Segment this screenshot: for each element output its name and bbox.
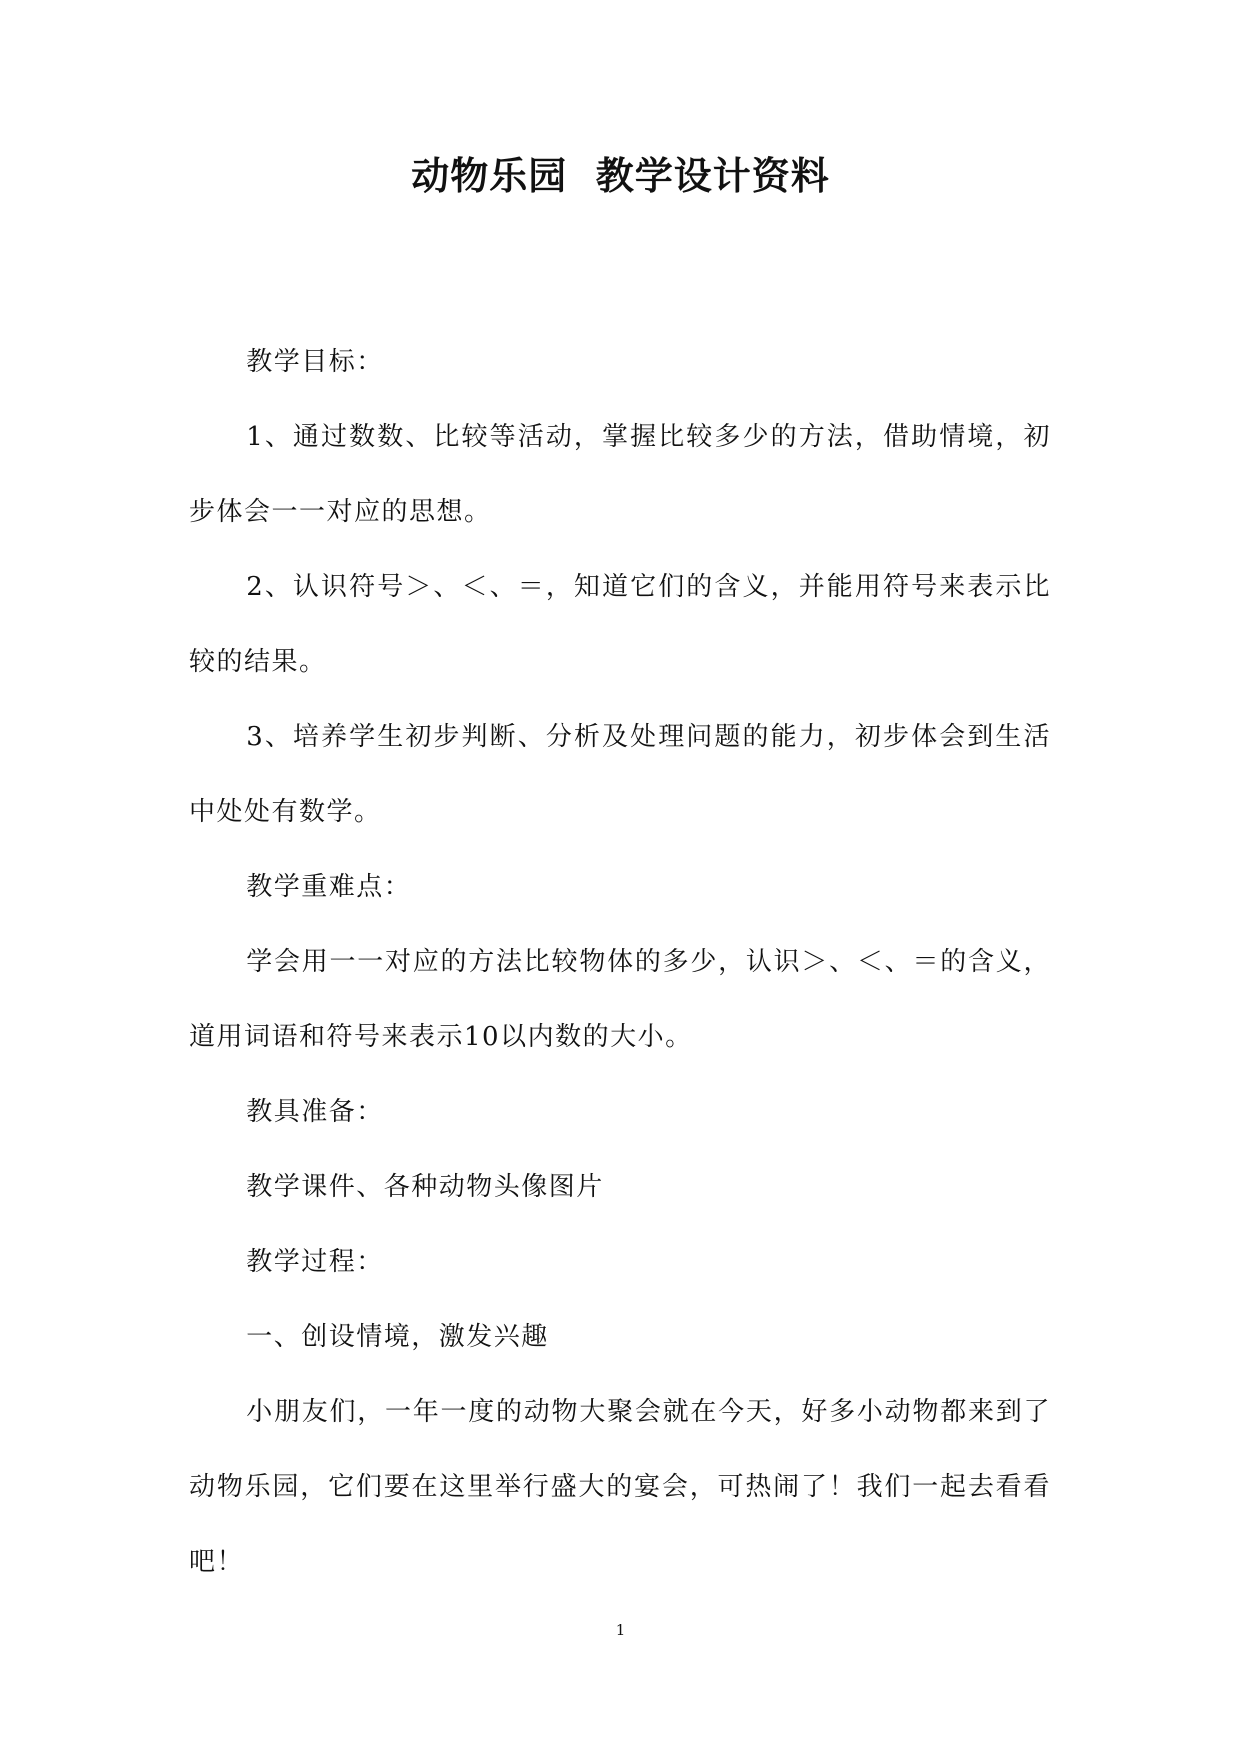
- document-body: [189, 325, 1051, 1600]
- paragraph-objective-2: 2、认识符号＞、＜、＝，知道它们的含义，并能用符号来表示比较的结果。: [189, 572, 1051, 677]
- paragraph-objective-1: 1、通过数数、比较等活动，掌握比较多少的方法，借助情境，初步体会一一对应的思想。: [189, 422, 1051, 527]
- page-number: 1: [615, 1621, 626, 1639]
- paragraph-objectives-heading: 教学目标：: [246, 347, 384, 377]
- document-title: 动物乐园 教学设计资料: [411, 153, 830, 198]
- paragraph-objective-3: 3、培养学生初步判断、分析及处理问题的能力，初步体会到生活中处处有数学。: [189, 722, 1051, 827]
- paragraph-process-heading: 教学过程：: [246, 1247, 384, 1277]
- paragraph-key-points-heading: 教学重难点：: [246, 872, 412, 902]
- paragraph-materials: 教学课件、各种动物头像图片: [246, 1172, 604, 1202]
- paragraph-section-1-text: 小朋友们，一年一度的动物大聚会就在今天，好多小动物都来到了动物乐园，它们要在这里举行盛大的宴会，可热闹了！我们一起去看看吧！: [189, 1397, 1051, 1577]
- paragraph-key-points: 学会用一一对应的方法比较物体的多少，认识＞、＜、＝的含义，道用词语和符号来表示10以内数的大小。: [189, 947, 1051, 1052]
- paragraph-materials-heading: 教具准备：: [246, 1097, 384, 1127]
- paragraph-section-1-heading: 一、创设情境，激发兴趣: [246, 1322, 549, 1352]
